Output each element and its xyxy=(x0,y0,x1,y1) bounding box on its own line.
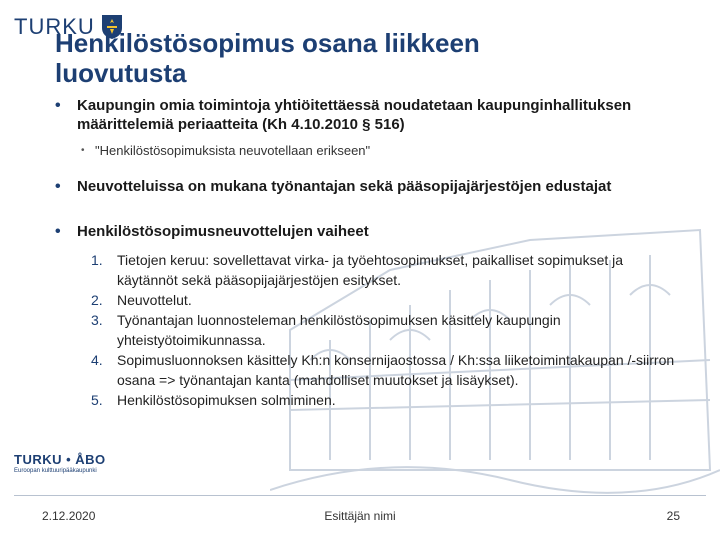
bullet-level1 xyxy=(55,96,675,134)
bullet-level2 xyxy=(55,142,675,159)
bullet-level1 xyxy=(55,177,675,196)
step-number: 4. xyxy=(91,352,103,368)
footer-date: 2.12.2020 xyxy=(42,509,96,523)
bullet-level1 xyxy=(55,222,675,241)
page-number: 25 xyxy=(666,509,680,523)
slide-title: Henkilöstösopimus osana liikkeen luovutusta xyxy=(55,28,480,88)
step-text: Työnantajan luonnosteleman henkilöstösopimuksen käsittely kaupungin yhteistyötoimikunnassa. xyxy=(117,312,561,348)
step-number: 3. xyxy=(91,312,103,328)
step-item xyxy=(55,250,675,290)
footer-logo-subtitle: Euroopan kulttuuripääkaupunki xyxy=(14,468,97,474)
bullet-text: Kaupungin omia toimintoja yhtiöitettäessä noudatetaan kaupunginhallituksen määrittelemiä periaatteita (Kh 4.10.2010 § 516) xyxy=(77,97,632,133)
step-text: Neuvottelut. xyxy=(117,292,192,308)
bullet-icon: • xyxy=(55,223,61,240)
bullet-icon: • xyxy=(55,97,61,114)
footer-presenter: Esittäjän nimi xyxy=(324,509,396,523)
bullet-text: Neuvotteluissa on mukana työnantajan sekä pääsopijajärjestöjen edustajat xyxy=(77,178,612,195)
bullet-icon: • xyxy=(81,145,85,156)
slide-content xyxy=(55,96,675,410)
step-item xyxy=(55,310,675,350)
footer-logo-text: TURKU • ÅBO xyxy=(14,452,106,467)
logo-text: TURKU xyxy=(14,14,95,39)
step-item xyxy=(55,350,675,390)
step-text: Sopimusluonnoksen käsittely Kh:n konsernijaostossa / Kh:ssa liiketoimintakaupan /-siirron osana => työnantajan kanta (mahdolliset muutokset ja lisäykset). xyxy=(117,352,675,388)
bullet-icon: • xyxy=(55,178,61,195)
footer-divider xyxy=(14,495,706,496)
bullet-text: "Henkilöstösopimuksista neuvotellaan erikseen" xyxy=(95,143,371,158)
step-text: Henkilöstösopimuksen solmiminen. xyxy=(117,392,336,408)
step-item xyxy=(55,390,675,410)
bullet-text: Henkilöstösopimusneuvottelujen vaiheet xyxy=(77,223,369,240)
step-number: 1. xyxy=(91,252,103,268)
step-number: 2. xyxy=(91,292,103,308)
step-item xyxy=(55,290,675,310)
turku-abo-logo xyxy=(14,452,154,482)
step-text: Tietojen keruu: sovellettavat virka- ja työehtosopimukset, paikalliset sopimukset ja käytännöt sekä pääsopijajärjestöjen esitykset. xyxy=(117,252,624,288)
step-number: 5. xyxy=(91,392,103,408)
